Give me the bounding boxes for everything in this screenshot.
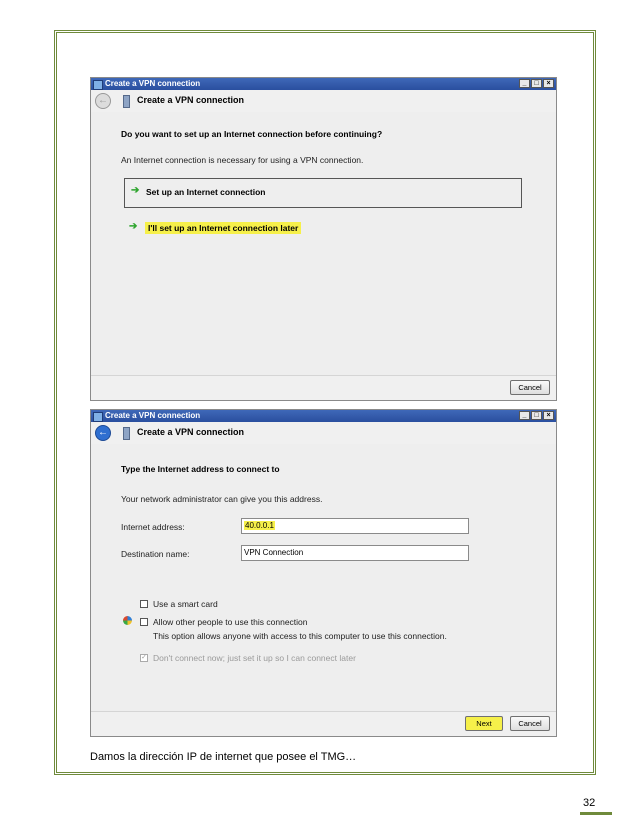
destination-name-input[interactable]: VPN Connection bbox=[241, 545, 469, 561]
nav-title: Create a VPN connection bbox=[137, 427, 245, 437]
dialog-footer bbox=[91, 375, 556, 400]
green-arrow-icon: ➔ bbox=[129, 221, 138, 232]
page-number: 32 bbox=[583, 797, 596, 809]
minimize-button[interactable]: _ bbox=[519, 411, 530, 420]
question-heading: Do you want to set up an Internet connection before continuing? bbox=[121, 129, 383, 139]
internet-address-label: Internet address: bbox=[121, 522, 185, 532]
dont-connect-label: Don't connect now; just set it up so I can connect later bbox=[153, 653, 356, 663]
window-title: Create a VPN connection bbox=[105, 79, 201, 88]
vpn-dialog-address bbox=[90, 409, 557, 737]
back-arrow-icon[interactable]: ← bbox=[95, 425, 111, 441]
allow-others-note: This option allows anyone with access to this computer to use this connection. bbox=[153, 631, 447, 641]
vpn-icon bbox=[123, 427, 130, 440]
description-text: Your network administrator can give you this address. bbox=[121, 494, 323, 504]
option-setup-label: Set up an Internet connection bbox=[146, 187, 266, 197]
close-button[interactable]: × bbox=[543, 411, 554, 420]
allow-others-checkbox[interactable] bbox=[140, 618, 148, 626]
next-button[interactable]: Next bbox=[465, 716, 503, 731]
maximize-button[interactable]: □ bbox=[531, 411, 542, 420]
internet-address-input[interactable] bbox=[241, 518, 469, 534]
cancel-button[interactable]: Cancel bbox=[510, 380, 550, 395]
window-title: Create a VPN connection bbox=[105, 411, 201, 420]
title-bar bbox=[91, 78, 556, 90]
cancel-button[interactable]: Cancel bbox=[510, 716, 550, 731]
nav-bar bbox=[91, 90, 556, 112]
internet-address-value: 40.0.0.1 bbox=[245, 521, 274, 530]
title-bar bbox=[91, 410, 556, 422]
maximize-button[interactable]: □ bbox=[531, 79, 542, 88]
nav-bar bbox=[91, 422, 556, 444]
nav-title: Create a VPN connection bbox=[137, 95, 245, 105]
dont-connect-checkbox[interactable]: ✓ bbox=[141, 654, 147, 661]
page-number-underline bbox=[580, 812, 612, 815]
dialog-content bbox=[91, 444, 556, 712]
minimize-button[interactable]: _ bbox=[519, 79, 530, 88]
smart-card-checkbox[interactable] bbox=[140, 600, 148, 608]
destination-name-label: Destination name: bbox=[121, 549, 190, 559]
dialog-content bbox=[91, 112, 556, 376]
green-arrow-icon: ➔ bbox=[131, 185, 140, 196]
address-heading: Type the Internet address to connect to bbox=[121, 464, 280, 474]
description-text: An Internet connection is necessary for using a VPN connection. bbox=[121, 155, 364, 165]
vpn-dialog-internet-setup bbox=[90, 77, 557, 401]
option-setup-internet[interactable] bbox=[124, 178, 522, 208]
shield-icon bbox=[123, 616, 132, 625]
network-icon bbox=[93, 412, 103, 422]
close-button[interactable]: × bbox=[543, 79, 554, 88]
option-later-link[interactable]: I'll set up an Internet connection later bbox=[145, 222, 301, 234]
allow-others-label: Allow other people to use this connection bbox=[153, 617, 308, 627]
smart-card-label: Use a smart card bbox=[153, 599, 218, 609]
network-icon bbox=[93, 80, 103, 90]
back-arrow-icon[interactable]: ← bbox=[95, 93, 111, 109]
figure-caption: Damos la dirección IP de internet que posee el TMG… bbox=[90, 751, 357, 763]
vpn-icon bbox=[123, 95, 130, 108]
dialog-footer bbox=[91, 711, 556, 736]
